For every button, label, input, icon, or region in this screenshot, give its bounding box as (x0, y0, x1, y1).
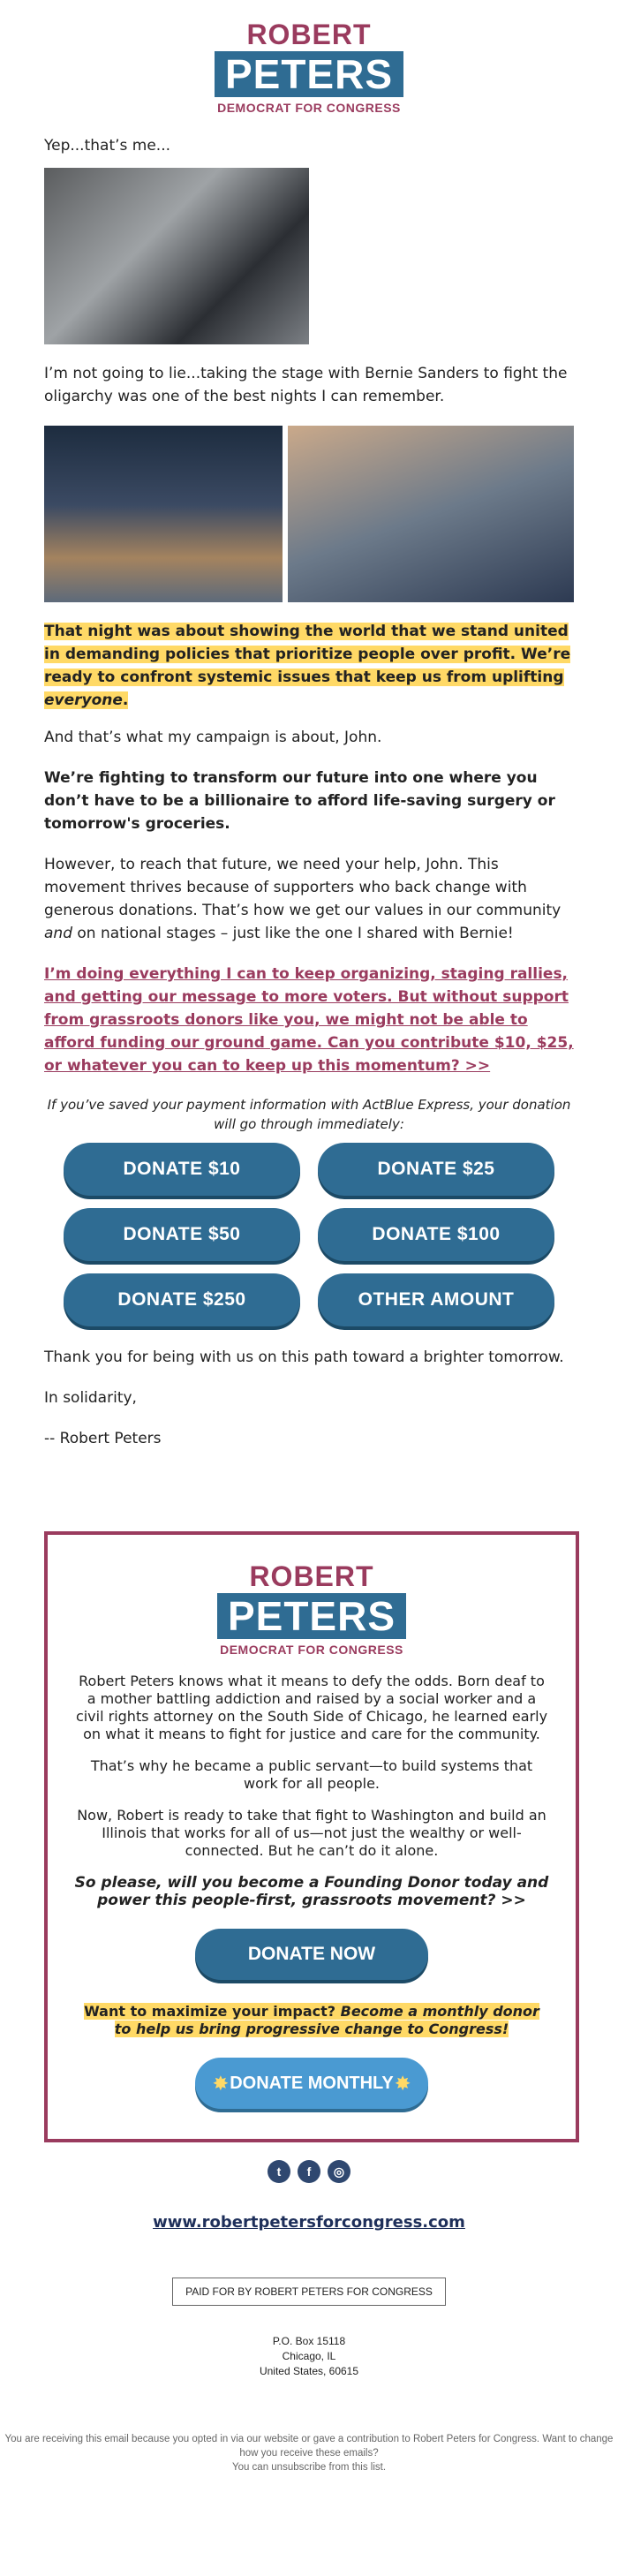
bio-logo-box: PETERS (217, 1593, 406, 1639)
address-line-2: Chicago, IL (282, 2350, 336, 2362)
address-line-3: United States, 60615 (259, 2365, 359, 2377)
disclaimer-text: You are receiving this email because you opted in via our website or gave a contribution to Robert Peters for Congress. Want to change how you receive these emails? (4, 2434, 614, 2459)
facebook-icon[interactable]: f (298, 2160, 320, 2183)
paragraph-help-b: on national stages – just like the one I shared with Bernie! (72, 925, 514, 942)
highlight-paragraph (44, 620, 574, 712)
highlight-text: That night was about showing the world that we stand united in demanding policies that prioritize people over profit. We’re ready to confront systemic issues that keep us from uplifting (44, 623, 571, 686)
logo-name: ROBERT (246, 19, 372, 50)
donate-25-button[interactable]: DONATE $25 (318, 1143, 554, 1196)
paragraph-help-a: However, to reach that future, we need your help, John. This movement thrives because of supporters who back change with generous donations. That’s how we get our values in our community (44, 856, 561, 919)
instagram-icon[interactable]: ◎ (328, 2160, 350, 2183)
paid-for-notice: PAID FOR BY ROBERT PETERS FOR CONGRESS (172, 2278, 446, 2306)
paragraph-help-em: and (44, 925, 72, 942)
donate-10-button[interactable]: DONATE $10 (64, 1143, 300, 1196)
logo-box: PETERS (215, 51, 403, 97)
email-body (44, 0, 574, 2379)
monthly-paragraph (74, 2003, 549, 2038)
logo (44, 0, 574, 115)
donate-buttons (44, 1143, 574, 1339)
rally-photos (44, 426, 574, 602)
closing-text: In solidarity, (44, 1389, 137, 1407)
bio-logo-name: ROBERT (249, 1560, 374, 1592)
actblue-express-note: If you’ve saved your payment information with ActBlue Express, your donation will go through immediately: (47, 1097, 571, 1132)
donate-monthly-button[interactable] (195, 2058, 428, 2109)
bio-paragraph-2: That’s why he became a public servant—to build systems that work for all people. (90, 1757, 533, 1792)
footer-disclaimer (0, 2432, 618, 2474)
donate-50-button[interactable]: DONATE $50 (64, 1208, 300, 1261)
donate-monthly-label: DONATE MONTHLY (230, 2073, 394, 2093)
photo-rally-stage (44, 426, 283, 602)
bio-logo-subtitle: DEMOCRAT FOR CONGRESS (220, 1643, 403, 1657)
bio-logo (74, 1561, 549, 1657)
thanks-text: Thank you for being with us on this path toward a brighter tomorrow. (44, 1348, 564, 1366)
star-left-icon: ✸ (213, 2074, 229, 2094)
bio-paragraph-3: Now, Robert is ready to take that fight to Washington and build an Illinois that works for all of us—not just the wealthy or well-connected. But he can’t do it alone. (77, 1807, 546, 1859)
address-line-1: P.O. Box 15118 (272, 2335, 346, 2347)
bio-box (44, 1531, 579, 2142)
signature: -- Robert Peters (44, 1430, 162, 1447)
monthly-text-a: Want to maximize your impact? (84, 2003, 341, 2020)
bio-paragraph-1: Robert Peters knows what it means to defy the odds. Born deaf to a mother battling addiction and raised by a social worker and a civil rights attorney on the South Side of Chicago, he learned early on what it means to fight for justice and care for the community. (75, 1673, 548, 1742)
social-icons (44, 2160, 574, 2183)
other-amount-button[interactable]: OTHER AMOUNT (318, 1273, 554, 1326)
highlight-emphasis: everyone (44, 691, 123, 709)
donate-now-button[interactable]: DONATE NOW (195, 1929, 428, 1980)
contribute-link[interactable]: I’m doing everything I can to keep organizing, staging rallies, and getting our message to more voters. But without support from grassroots donors like you, we might not be able to afford funding our ground game. Can you contribute $10, $25, or whatever you can to keep up this momentum? >> (44, 965, 574, 1075)
website-link[interactable]: www.robertpetersforcongress.com (153, 2213, 465, 2232)
highlight-end: . (122, 691, 129, 709)
photo-bernie-and-robert (44, 168, 309, 344)
photo-rally-crowd (288, 426, 574, 602)
paragraph-stage: I’m not going to lie...taking the stage with Bernie Sanders to fight the oligarchy was one of the best nights I can remember. (44, 365, 568, 405)
bio-paragraph-4: So please, will you become a Founding Donor today and power this people-first, grassroots movement? >> (74, 1874, 549, 1909)
intro-text: Yep...that’s me... (44, 137, 171, 155)
mailing-address (44, 2334, 574, 2379)
monthly-text-b: Become a monthly donor to help us bring progressive change to Congress! (114, 2003, 539, 2037)
donate-100-button[interactable]: DONATE $100 (318, 1208, 554, 1261)
logo-subtitle: DEMOCRAT FOR CONGRESS (217, 101, 401, 115)
paragraph-fighting: We’re fighting to transform our future into one where you don’t have to be a billionaire to afford life-saving surgery or tomorrow's groceries. (44, 769, 555, 833)
twitter-icon[interactable]: t (268, 2160, 290, 2183)
unsubscribe-text[interactable]: You can unsubscribe from this list. (231, 2462, 387, 2473)
paragraph-campaign: And that’s what my campaign is about, John. (44, 729, 382, 746)
donate-250-button[interactable]: DONATE $250 (64, 1273, 300, 1326)
star-right-icon: ✸ (395, 2074, 411, 2094)
paragraph-help (44, 853, 574, 945)
